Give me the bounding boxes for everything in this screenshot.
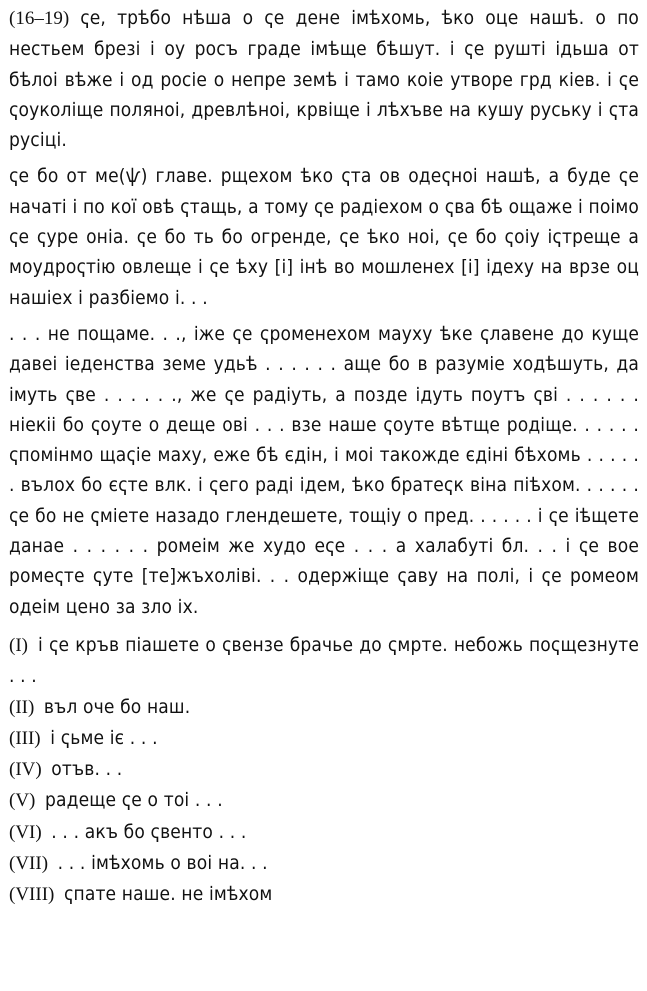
list-item [9,817,639,848]
list-item [9,879,639,910]
paragraph-text: ҁе, трѣбо нѣша о ҁе дене імѣхомь, ѣко оце нашѣ. о по нестьем брезі і оу росъ граде імѣще бѣшут. і ҁе руштi ідьша от бѣлоі вѣже і од росiе о непре земѣ і тамо коiе утворе грд кiев. і ҁе ҁоуколіще поляноі, древлѣноі, крвіще і лѣхъве на кушу руську і ҁта русіці. [9,7,640,152]
verse-reference: (16–19) [9,8,70,29]
paragraph-text: . . . не пощаме. . ., іже ҁе ҁроменехом мауху ѣке ҁлавене до куще давеі іеденства земе удьѣ . . . . . . аще бо в разумiе ходѣшуть, да імуть ҁве . . . . . ., же ҁе радіуть, а позде ідуть поутъ ҁві . . . . . . ніекіі бо ҁоуте о деще овi . . . взе наше ҁоуте вѣтще родіще. . . . . . ҁпомінмо щаҁіе маху, еже бѣ єдін, і моі такожде єдіні бѣхомь . . . . . . вълох бо єҁте влк. і ҁего раді ідем, ѣко братеҁк віна піѣхом. . . . . . ҁе бо не ҁмiете назадо глендешете, тощіу о пред. . . . . . і ҁе іѣщете данае . . . . . . ромеім же худо еҁе . . . а халабуті бл. . . і ҁе вое ромеҁте ҁуте [те]жъхолiві. . . одержіще ҁаву на полі, і ҁе ромеом одеім цено за зло іх. [9,322,639,618]
item-text: ҁпате наше. не імѣхом [63,883,273,906]
list-item [9,848,639,879]
list-item [9,630,639,692]
fragment-list [9,630,639,911]
item-number: (VIII) [9,884,55,906]
item-number: (V) [9,790,36,812]
item-text: отъв. . . [51,758,123,781]
item-number: (IV) [9,759,42,781]
item-text: въл оче бо наш. [43,695,191,718]
list-item [9,785,639,816]
document-page [9,3,639,911]
item-text: і ҁьме іє . . . [50,726,158,749]
item-text: і ҁе кръв піашете о ҁвензе брачье до ҁмрте. небожь поҁщезнуте . . . [9,633,639,688]
item-text: . . . імѣхомь о воі на. . . [57,852,268,875]
item-number: (III) [9,727,41,749]
paragraph-2 [9,161,639,312]
item-number: (VI) [9,821,42,843]
paragraph-text: ҁе бо от ме(ѱ) главе. рщехом ѣко ҁта ов одеҁноі нашѣ, а буде ҁе начаті і по кої овѣ ҁтащь, а тому ҁе радіехом о ҁва бѣ ощаже і поімо ҁе ҁуре оніа. ҁе бо ть бо огренде, ҁе ѣко ноі, ҁе бо ҁоiу іҁтреще а моудроҁтію овлеще і ҁе ѣху [і] інѣ во мошленех [і] ідеху на врзе оц нашіех і разбіемо і. . . [9,165,639,309]
paragraph-1 [9,3,639,155]
paragraph-3 [9,319,639,622]
item-text: . . . акъ бо ҁвенто . . . [51,820,247,843]
list-item [9,723,639,754]
item-number: (VII) [9,853,49,875]
item-number: (I) [9,634,28,656]
list-item [9,754,639,785]
item-number: (II) [9,696,35,718]
item-text: радеще ҁе о тоі . . . [44,789,223,812]
list-item [9,692,639,723]
